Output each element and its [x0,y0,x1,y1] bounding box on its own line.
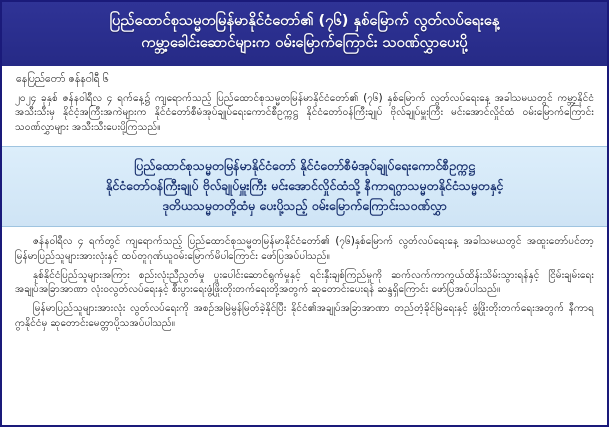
message-paragraph-1: ဇန်နဝါရီလ ၄ ရက်တွင် ကျရောက်သည့် ပြည်ထောင်စုသမ္မတမြန်မာနိုင်ငံတော်၏ (၇၆)နှစ်မြောက် လွတ်လပ်ရေးနေ့ အခါသမယတွင် အထူးတော်ပင်တာ့ မြန်မာပြည်သူများအားလုံးနှင့် ထပ်တူဂုဏ်ယူဝမ်းမြောက်မိပါကြောင်း ဖော်ပြအပ်ပါသည်။ [15,236,594,262]
message-paragraph-3: မြန်မာပြည်သူများအားလုံး လွတ်လပ်ရေးကို အစဉ်အမြဲမွန်မြတ်ခဲ့နိုင်ပြီး နိုင်ငံ၏အချုပ်အခြာအာဏာ တည်တံ့ခိုင်မြဲရေးနှင့် ဖွံ့ဖြိုးတိုးတက်ရေးအတွက် နီကာရဂွာနိုင်ငံမှ ဆုတောင်းမေတ္တာပို့သအပ်ပါသည်။ [15,303,594,330]
message-title-line-3: ဒုတိယသမ္မတတို့ထံမှ ပေးပို့သည့် ဝမ်းမြောက်ကြောင်းသဝဏ်လွှာ [162,198,447,214]
message-paragraph-2: နှစ်နိုင်ငံပြည်သူများအကြား စည်းလုံးညီညွတ်မှု ပူးပေါင်းဆောင်ရွက်မှုနှင့် ရင်းနှီးချစ်ကြည်မှုကို ဆက်လက်ကာကွယ်ထိန်းသိမ်းသွားရန်နှင့် ငြိမ်းချမ်းရေး အချုပ်အခြာအာဏာ လုံးဝလွတ်လပ်ရေးနှင့် စီးပွားရေးဖွံ့ဖြိုးတိုးတက်ရေးတို့အတွက် ဆုတောင်းပေးရန် ဆန္ဒရှိကြောင်း ဖော်ပြအပ်ပါသည်။ [15,269,594,296]
lead-body [2,90,607,146]
lead-paragraph-1: ၂၀၂၄ ခုနှစ် ဇန်နဝါရီလ ၄ ရက်နေ့၌ ကျရောက်သည့် ပြည်ထောင်စုသမ္မတမြန်မာနိုင်ငံတော်၏ (၇၆) နှစ်မြောက် လွတ်လပ်ရေးနေ့ အခါသမယတွင် ကမ္ဘာ့နိုင်ငံအသီးသီးမှ နိုင်ငံ့အကြီးအကဲများက နိုင်ငံတော်စီမံအုပ်ချုပ်ရေးကောင်စီဥက္ကဋ္ဌ နိုင်ငံတော်ဝန်ကြီးချုပ် ဗိုလ်ချုပ်မှူးကြီး မင်းအောင်လှိုင်ထံ ဝမ်းမြောက်ကြောင်း သဝဏ်လွှာများ အသီးသီးပေးပို့ကြသည်။ [15,92,594,134]
message-title-line-2: နိုင်ငံတော်ဝန်ကြီးချုပ် ဗိုလ်ချုပ်မှူးကြီး မင်းအောင်လှိုင်ထံသို့ နီကာရဂွာသမ္မတနိုင်ငံသမ္မတနှင့် [105,177,504,193]
dateline: နေပြည်တော် ဇန်နဝါရီ ၆ [16,72,109,85]
headline-banner [2,2,607,66]
headline-line-2: ကမ္ဘာ့ခေါင်းဆောင်များက ဝမ်းမြောက်ကြောင်း သဝဏ်လွှာပေးပို့ [141,34,468,51]
headline-line-1: ပြည်ထောင်စုသမ္မတမြန်မာနိုင်ငံတော်၏ (၇၆) နှစ်မြောက် လွတ်လပ်ရေးနေ့ [109,13,500,29]
message-title-block [2,146,607,227]
message-title-line-1: ပြည်ထောင်စုသမ္မတမြန်မာနိုင်ငံတော် နိုင်ငံတော်စီမံအုပ်ချုပ်ရေးကောင်စီဥက္ကဋ္ဌ [134,157,475,173]
message-body [2,227,607,425]
